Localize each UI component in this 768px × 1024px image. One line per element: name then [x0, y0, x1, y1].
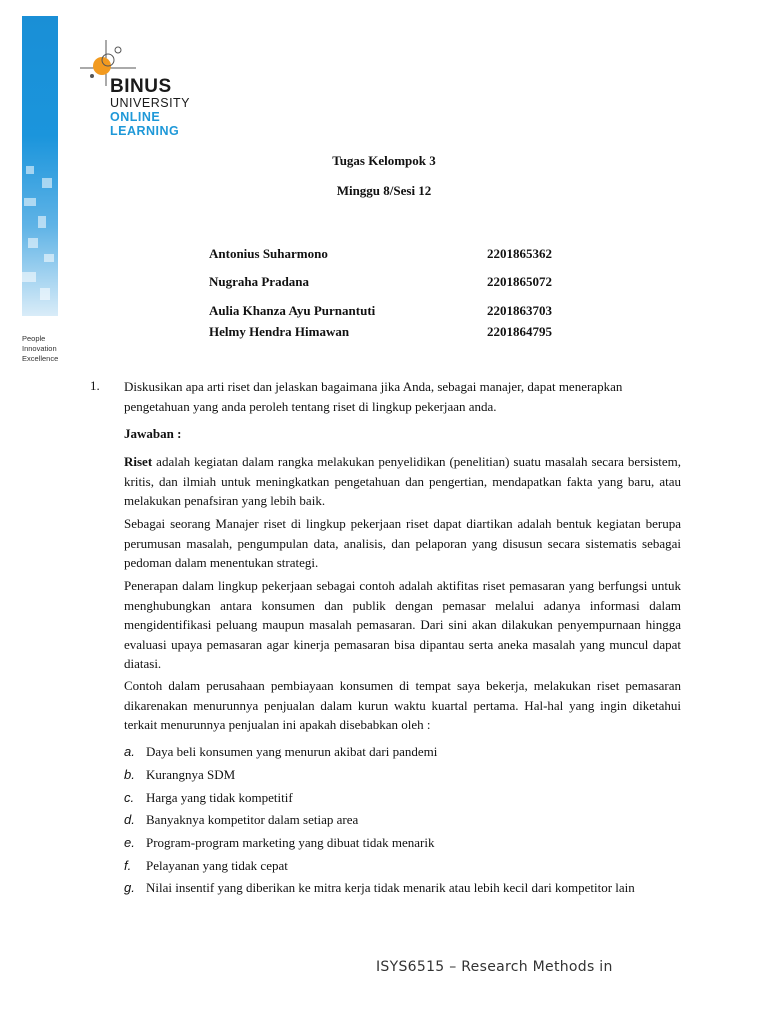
- list-text: Pelayanan yang tidak cepat: [146, 858, 288, 873]
- list-letter: f.: [124, 858, 132, 873]
- tagline: [22, 334, 58, 364]
- answer-label: Jawaban :: [124, 426, 182, 441]
- list-item: [124, 767, 235, 783]
- list-text: Program-program marketing yang dibuat tidak menarik: [146, 835, 435, 850]
- tagline-line: Excellence: [22, 354, 59, 363]
- list-text: Daya beli konsumen yang menurun akibat dari pandemi: [146, 744, 438, 759]
- logo-online: ONLINE: [110, 110, 161, 124]
- member-nim: 2201863703: [487, 303, 552, 318]
- list-text: Harga yang tidak kompetitif: [146, 790, 293, 805]
- list-item: [124, 858, 288, 874]
- course-footer: ISYS6515 – Research Methods in: [376, 959, 613, 975]
- list-letter: b.: [124, 767, 135, 782]
- list-letter: d.: [124, 812, 135, 827]
- member-row: [209, 324, 552, 340]
- member-name: Aulia Khanza Ayu Purnantuti: [209, 303, 376, 318]
- term-bold: Riset: [124, 454, 153, 469]
- member-nim: 2201865362: [487, 246, 552, 261]
- list-item: [124, 790, 293, 806]
- answer-paragraph: Penerapan dalam lingkup pekerjaan sebagai contoh adalah aktifitas riset pemasaran yang berfungsi untuk menghubungkan antara konsumen dan publik dengan pemasar melalui adanya informasi dalam mengidentifikasi peluang maupun masalah pemasaran. Dari sini akan dilakukan penyempurnaan hingga evaluasi upaya pemasaran agar kinerja pemasaran bisa dipantau serta aneka masalah yang muncul dapat diatasi.: [124, 578, 681, 671]
- list-letter: c.: [124, 790, 135, 805]
- paragraph-text: adalah kegiatan dalam rangka melakukan penyelidikan (penelitian) suatu masalah secara bersistem, kritis, dan ilmiah untuk meningkatkan pengetahuan dan pengertian, mendapatkan fakta yang baru, atau melakukan penafsiran yang lebih baik.: [124, 454, 681, 508]
- member-row: [209, 303, 552, 319]
- member-row: [209, 274, 552, 290]
- member-nim: 2201865072: [487, 274, 552, 289]
- answer-paragraph: Contoh dalam perusahaan pembiayaan konsumen di tempat saya bekerja, melakukan riset pemasaran dikarenakan menurunnya penjualan dalam kurun waktu kuartal pertama. Hal-hal yang ingin diketahui terkait menurunnya penjualan ini apakah disebabkan oleh :: [124, 678, 681, 732]
- question-number: 1.: [90, 378, 100, 393]
- list-item: [124, 744, 437, 760]
- logo-brand: BINUS: [110, 76, 172, 97]
- question-text: Diskusikan apa arti riset dan jelaskan bagaimana jika Anda, sebagai manajer, dapat menerapkan pengetahuan yang anda peroleh tentang riset di lingkup pekerjaan anda.: [124, 379, 623, 414]
- answer-paragraph: [124, 452, 681, 511]
- member-name: Nugraha Pradana: [209, 274, 310, 289]
- list-item: [124, 835, 434, 851]
- member-name: Helmy Hendra Himawan: [209, 324, 350, 339]
- member-row: [209, 246, 552, 262]
- member-nim: 2201864795: [487, 324, 552, 339]
- list-text: Banyaknya kompetitor dalam setiap area: [146, 812, 359, 827]
- tagline-line: Innovation: [22, 344, 57, 353]
- list-letter: e.: [124, 835, 135, 850]
- logo-learning: LEARNING: [110, 124, 180, 138]
- tagline-line: People: [22, 334, 46, 343]
- list-text: Nilai insentif yang diberikan ke mitra kerja tidak menarik atau lebih kecil dari kompetitor lain: [146, 880, 635, 895]
- doc-title: Tugas Kelompok 3: [332, 153, 436, 168]
- answer-paragraph: Sebagai seorang Manajer riset di lingkup pekerjaan riset dapat diartikan adalah bentuk kegiatan berupa perumusan masalah, pengumpulan data, analisis, dan pelaporan yang disusun secara sistematis sebagai pedoman dalam menentukan strategi.: [124, 516, 681, 570]
- logo-university: UNIVERSITY: [110, 96, 191, 110]
- list-letter: a.: [124, 744, 135, 759]
- list-item: [124, 812, 358, 828]
- doc-subtitle: Minggu 8/Sesi 12: [336, 183, 432, 198]
- list-text: Kurangnya SDM: [146, 767, 236, 782]
- list-item: [124, 880, 635, 896]
- member-name: Antonius Suharmono: [209, 246, 328, 261]
- list-letter: g.: [124, 880, 135, 895]
